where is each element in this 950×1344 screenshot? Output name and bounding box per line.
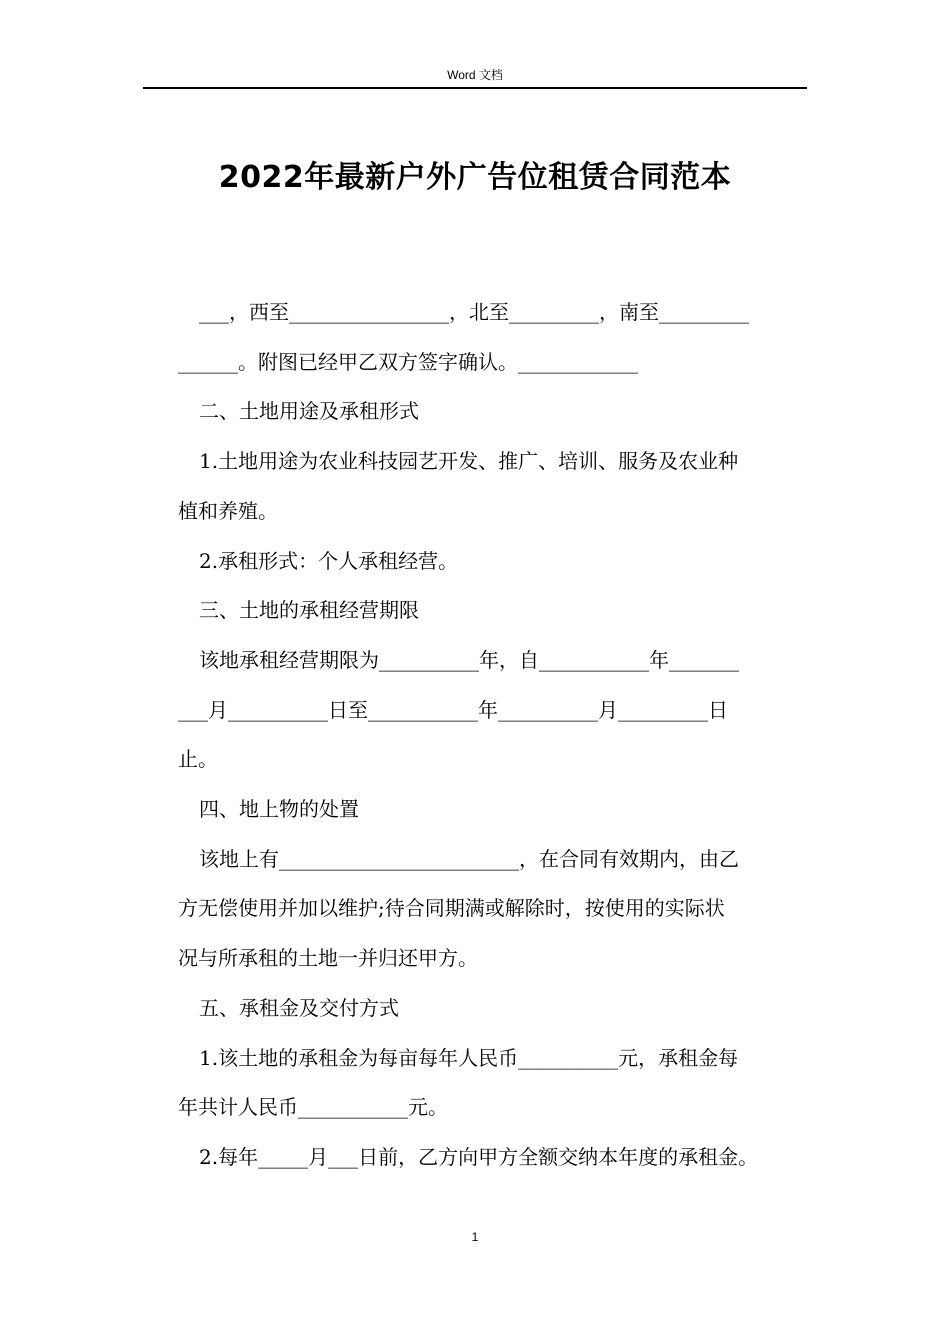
body-line-boundaries-1: ___，西至________________，北至_________，南至_________ (199, 300, 749, 324)
section-heading-rent-payment: 五、承租金及交付方式 (199, 995, 399, 1020)
body-line-payment-date: 2.每年_____月___日前，乙方向甲方全额交纳本年度的承租金。 (199, 1144, 759, 1169)
body-line-ground-property-1: 该地上有________________________，在合同有效期内，由乙 (199, 846, 739, 871)
body-line-lease-term-2: ___月__________日至___________年__________月_________日 (178, 697, 728, 722)
document-body (178, 288, 802, 1183)
header-divider (143, 87, 807, 89)
body-line-lease-form: 2.承租形式：个人承租经营。 (199, 548, 459, 573)
document-title: 2022年最新户外广告位租赁合同范本 (218, 160, 732, 195)
body-line-ground-property-3: 况与所承租的土地一并归还甲方。 (178, 946, 478, 971)
page-number: 1 (471, 1230, 479, 1244)
page-header: Word 文档 (447, 68, 503, 82)
body-line-land-use-1: 1.土地用途为农业科技园艺开发、推广、培训、服务及农业种 (199, 449, 739, 474)
section-heading-lease-term: 三、土地的承租经营期限 (199, 598, 419, 623)
body-line-rent-amount-1: 1.该土地的承租金为每亩每年人民币__________元，承租金每 (199, 1045, 739, 1070)
body-line-rent-amount-2: 年共计人民币___________元。 (178, 1095, 448, 1120)
body-line-lease-term-1: 该地承租经营期限为__________年，自___________年_______ (199, 647, 739, 672)
body-line-land-use-2: 植和养殖。 (178, 498, 278, 523)
section-heading-ground-property: 四、地上物的处置 (199, 797, 359, 822)
body-line-ground-property-2: 方无偿使用并加以维护;待合同期满或解除时，按使用的实际状 (178, 896, 725, 921)
section-heading-land-use: 二、土地用途及承租形式 (199, 399, 419, 424)
body-line-boundaries-2: ______。附图已经甲乙双方签字确认。____________ (178, 349, 638, 374)
body-line-lease-term-3: 止。 (178, 747, 218, 772)
